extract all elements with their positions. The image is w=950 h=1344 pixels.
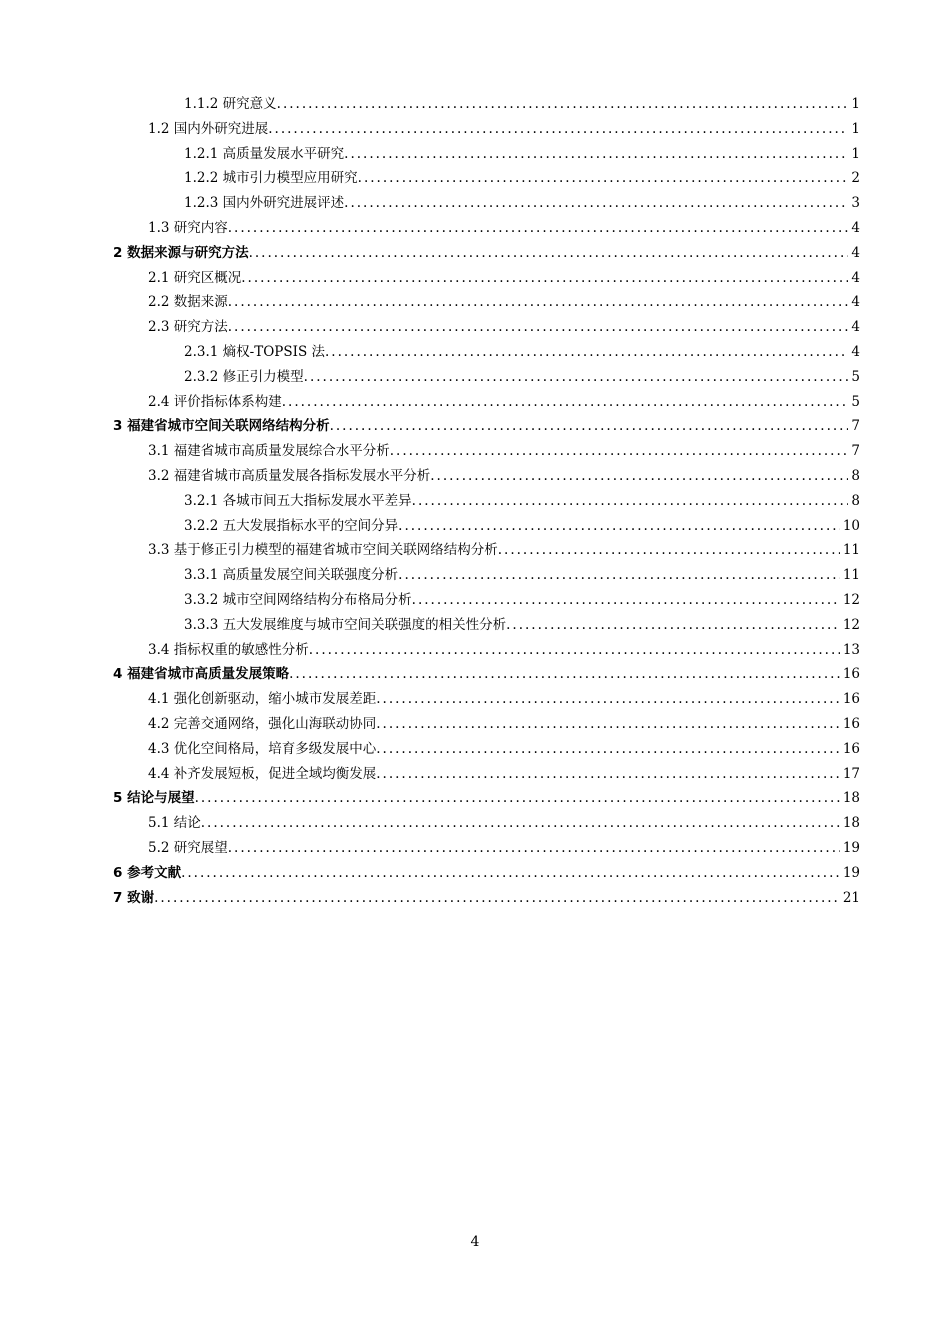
toc-entry-title: 3.2.1 各城市间五大指标发展水平差异 [184, 492, 412, 509]
toc-dot-leader [289, 662, 840, 687]
toc-entry-page: 2 [851, 170, 860, 187]
toc-dot-leader [412, 588, 840, 613]
toc-entry[interactable] [113, 390, 860, 415]
toc-dot-leader [376, 737, 840, 762]
toc-entry-page: 18 [842, 815, 860, 832]
toc-entry-title: 3.3.2 城市空间网络结构分布格局分析 [184, 591, 412, 608]
toc-entry-page: 10 [842, 517, 860, 534]
toc-dot-leader [506, 613, 840, 638]
toc-entry[interactable] [113, 241, 860, 266]
toc-entry-title: 4 福建省城市高质量发展策略 [113, 666, 290, 683]
toc-entry[interactable] [113, 538, 860, 563]
toc-entry-page: 16 [842, 666, 860, 683]
toc-entry-page: 12 [842, 591, 860, 608]
toc-dot-leader [241, 266, 848, 291]
toc-entry-page: 4 [851, 294, 860, 311]
toc-dot-leader [398, 514, 840, 539]
toc-dot-leader [268, 117, 848, 142]
toc-entry-title: 4.3 优化空间格局，培育多级发展中心 [148, 740, 377, 757]
toc-entry-title: 5.1 结论 [148, 815, 201, 832]
toc-entry[interactable] [113, 861, 860, 886]
toc-entry-title: 3.3.3 五大发展维度与城市空间关联强度的相关性分析 [184, 616, 507, 633]
toc-entry[interactable] [113, 836, 860, 861]
toc-entry[interactable] [113, 662, 860, 687]
toc-entry[interactable] [113, 613, 860, 638]
toc-entry[interactable] [113, 886, 860, 911]
toc-entry-page: 19 [842, 864, 860, 881]
toc-dot-leader [228, 290, 849, 315]
toc-entry-page: 19 [842, 839, 860, 856]
toc-entry-page: 7 [851, 443, 860, 460]
toc-dot-leader [498, 538, 840, 563]
toc-entry-title: 3.2.2 五大发展指标水平的空间分异 [184, 517, 399, 534]
toc-entry-title: 1.2.2 城市引力模型应用研究 [184, 170, 358, 187]
toc-dot-leader [390, 439, 849, 464]
toc-dot-leader [325, 340, 848, 365]
toc-entry[interactable] [113, 786, 860, 811]
page-number: 4 [470, 1234, 480, 1250]
toc-entry[interactable] [113, 290, 860, 315]
toc-dot-leader [201, 811, 840, 836]
toc-entry[interactable] [113, 811, 860, 836]
toc-entry-title: 2 数据来源与研究方法 [113, 244, 249, 261]
toc-entry-title: 1.3 研究内容 [148, 219, 228, 236]
toc-entry-page: 11 [842, 567, 860, 584]
toc-entry[interactable] [113, 464, 860, 489]
toc-entry-title: 5.2 研究展望 [148, 839, 228, 856]
toc-dot-leader [249, 241, 849, 266]
toc-entry-page: 17 [842, 765, 860, 782]
toc-dot-leader [376, 712, 840, 737]
toc-entry[interactable] [113, 762, 860, 787]
toc-entry-title: 2.2 数据来源 [148, 294, 228, 311]
toc-entry-page: 13 [842, 641, 860, 658]
toc-entry[interactable] [113, 588, 860, 613]
toc-entry-page: 1 [851, 145, 860, 162]
toc-entry-page: 4 [851, 244, 860, 261]
toc-entry-title: 1.2.3 国内外研究进展评述 [184, 195, 345, 212]
toc-dot-leader [344, 191, 848, 216]
toc-dot-leader [430, 464, 848, 489]
toc-entry-page: 18 [842, 790, 860, 807]
toc-entry[interactable] [113, 92, 860, 117]
toc-entry-title: 4.1 强化创新驱动，缩小城市发展差距 [148, 691, 377, 708]
toc-dot-leader [358, 166, 849, 191]
toc-entry-title: 3.2 福建省城市高质量发展各指标发展水平分析 [148, 467, 431, 484]
toc-entry-title: 2.3.1 熵权-TOPSIS 法 [184, 343, 325, 360]
toc-entry[interactable] [113, 117, 860, 142]
toc-entry-page: 5 [851, 368, 860, 385]
toc-dot-leader [277, 92, 849, 117]
toc-dot-leader [181, 861, 840, 886]
toc-dot-leader [344, 142, 848, 167]
toc-entry-title: 1.2 国内外研究进展 [148, 120, 269, 137]
toc-entry-title: 4.4 补齐发展短板，促进全域均衡发展 [148, 765, 377, 782]
toc-entry[interactable] [113, 166, 860, 191]
toc-dot-leader [282, 390, 849, 415]
toc-entry-title: 1.2.1 高质量发展水平研究 [184, 145, 345, 162]
toc-entry-page: 16 [842, 740, 860, 757]
toc-entry[interactable] [113, 439, 860, 464]
toc-entry-title: 2.1 研究区概况 [148, 269, 242, 286]
toc-dot-leader [195, 786, 840, 811]
toc-entry-title: 7 致谢 [113, 889, 155, 906]
toc-entry[interactable] [113, 514, 860, 539]
toc-dot-leader [398, 563, 840, 588]
toc-entry[interactable] [113, 687, 860, 712]
toc-entry-page: 16 [842, 715, 860, 732]
toc-entry-title: 3.3.1 高质量发展空间关联强度分析 [184, 567, 399, 584]
toc-entry-page: 11 [842, 542, 860, 559]
toc-entry[interactable] [113, 563, 860, 588]
toc-entry-title: 5 结论与展望 [113, 790, 195, 807]
toc-entry[interactable] [113, 365, 860, 390]
toc-entry-page: 4 [851, 269, 860, 286]
toc-entry-title: 2.3.2 修正引力模型 [184, 368, 304, 385]
toc-entry-page: 5 [851, 393, 860, 410]
toc-entry-page: 7 [851, 418, 860, 435]
toc-entry-title: 2.4 评价指标体系构建 [148, 393, 282, 410]
toc-dot-leader [412, 489, 849, 514]
toc-entry-page: 4 [851, 319, 860, 336]
toc-entry[interactable] [113, 315, 860, 340]
toc-dot-leader [228, 836, 840, 861]
toc-entry-title: 3.1 福建省城市高质量发展综合水平分析 [148, 443, 390, 460]
toc-entry-page: 4 [851, 343, 860, 360]
toc-entry-title: 3.3 基于修正引力模型的福建省城市空间关联网络结构分析 [148, 542, 498, 559]
table-of-contents [113, 92, 860, 910]
toc-entry-title: 1.1.2 研究意义 [184, 96, 277, 112]
toc-entry-page: 4 [851, 219, 860, 236]
toc-dot-leader [376, 762, 840, 787]
toc-entry-title: 2.3 研究方法 [148, 319, 228, 336]
toc-dot-leader [376, 687, 840, 712]
toc-entry[interactable] [113, 142, 860, 167]
toc-entry[interactable] [113, 414, 860, 439]
toc-entry-title: 3.4 指标权重的敏感性分析 [148, 641, 309, 658]
toc-entry-title: 4.2 完善交通网络，强化山海联动协同 [148, 715, 377, 732]
toc-entry[interactable] [113, 638, 860, 663]
toc-entry-page: 8 [851, 492, 860, 509]
toc-entry[interactable] [113, 191, 860, 216]
toc-entry-page: 12 [842, 616, 860, 633]
toc-dot-leader [330, 414, 849, 439]
toc-entry-title: 6 参考文献 [113, 864, 182, 881]
toc-dot-leader [228, 315, 849, 340]
toc-entry[interactable] [113, 737, 860, 762]
toc-entry[interactable] [113, 216, 860, 241]
toc-entry-page: 1 [851, 96, 860, 112]
toc-dot-leader [309, 638, 840, 663]
toc-dot-leader [304, 365, 849, 390]
toc-dot-leader [228, 216, 849, 241]
toc-entry-page: 3 [851, 195, 860, 212]
toc-entry[interactable] [113, 266, 860, 291]
toc-entry-page: 16 [842, 691, 860, 708]
toc-entry[interactable] [113, 340, 860, 365]
toc-entry-page: 8 [851, 467, 860, 484]
toc-dot-leader [154, 886, 840, 911]
toc-entry[interactable] [113, 712, 860, 737]
toc-entry[interactable] [113, 489, 860, 514]
toc-entry-page: 21 [842, 889, 860, 906]
toc-entry-page: 1 [851, 120, 860, 137]
toc-entry-title: 3 福建省城市空间关联网络结构分析 [113, 418, 330, 435]
